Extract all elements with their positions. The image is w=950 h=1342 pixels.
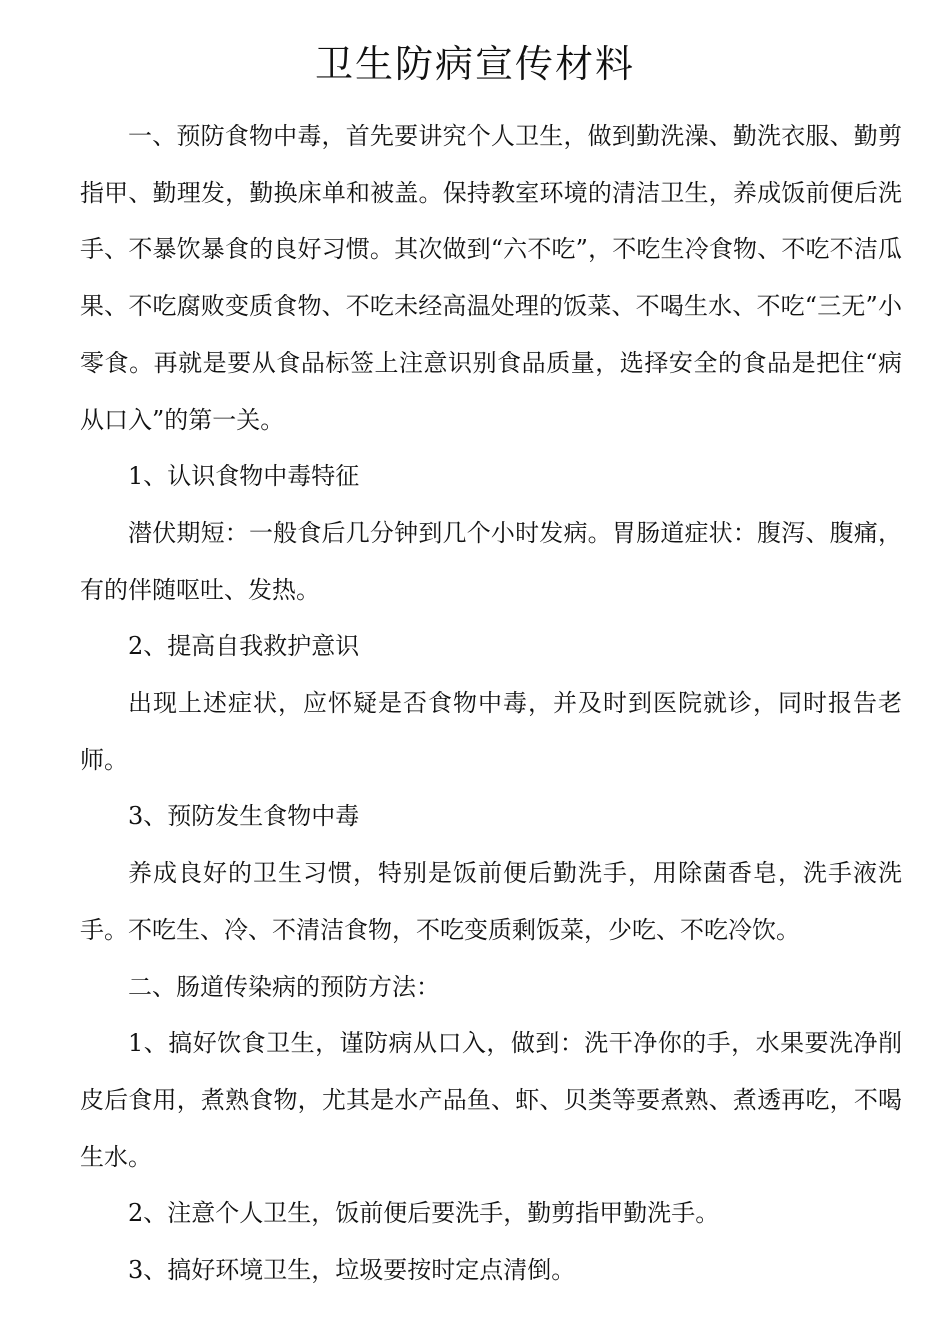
heading-recognize-symptoms: 1、认识食物中毒特征 <box>128 462 360 491</box>
paragraph-environment-hygiene: 3、搞好环境卫生，垃圾要按时定点清倒。 <box>128 1256 576 1285</box>
heading-self-rescue: 2、提高自我救护意识 <box>128 632 360 661</box>
document-body <box>80 108 902 1299</box>
paragraph-food-poisoning-intro: 一、预防食物中毒，首先要讲究个人卫生，做到勤洗澡、勤洗衣服、勤剪指甲、勤理发，勤换床单和被盖。保持教室环境的清洁卫生，养成饭前便后洗手、不暴饮暴食的良好习惯。其次做到“六不吃”，不吃生冷食物、不吃不洁瓜果、不吃腐败变质食物、不吃未经高温处理的饭菜、不喝生水、不吃“三无”小零食。再就是要从食品标签上注意识别食品质量，选择安全的食品是把住“病从口入”的第一关。 <box>80 122 902 434</box>
paragraph-personal-hygiene: 2、注意个人卫生，饭前便后要洗手，勤剪指甲勤洗手。 <box>128 1199 720 1228</box>
heading-intestinal-disease: 二、肠道传染病的预防方法： <box>128 972 440 1001</box>
heading-prevent-poisoning: 3、预防发生食物中毒 <box>128 802 360 831</box>
paragraph-symptoms: 潜伏期短：一般食后几分钟到几个小时发病。胃肠道症状：腹泻、腹痛，有的伴随呕吐、发热。 <box>80 518 902 604</box>
paragraph-food-hygiene: 1、搞好饮食卫生，谨防病从口入，做到：洗干净你的手，水果要洗净削皮后食用，煮熟食物，尤其是水产品鱼、虾、贝类等要煮熟、煮透再吃，不喝生水。 <box>80 1029 902 1171</box>
document-title: 卫生防病宣传材料 <box>314 42 635 86</box>
paragraph-prevent-poisoning: 养成良好的卫生习惯，特别是饭前便后勤洗手，用除菌香皂，洗手液洗手。不吃生、冷、不清洁食物，不吃变质剩饭菜，少吃、不吃冷饮。 <box>80 859 902 944</box>
paragraph-self-rescue: 出现上述症状，应怀疑是否食物中毒，并及时到医院就诊，同时报告老师。 <box>80 689 902 774</box>
